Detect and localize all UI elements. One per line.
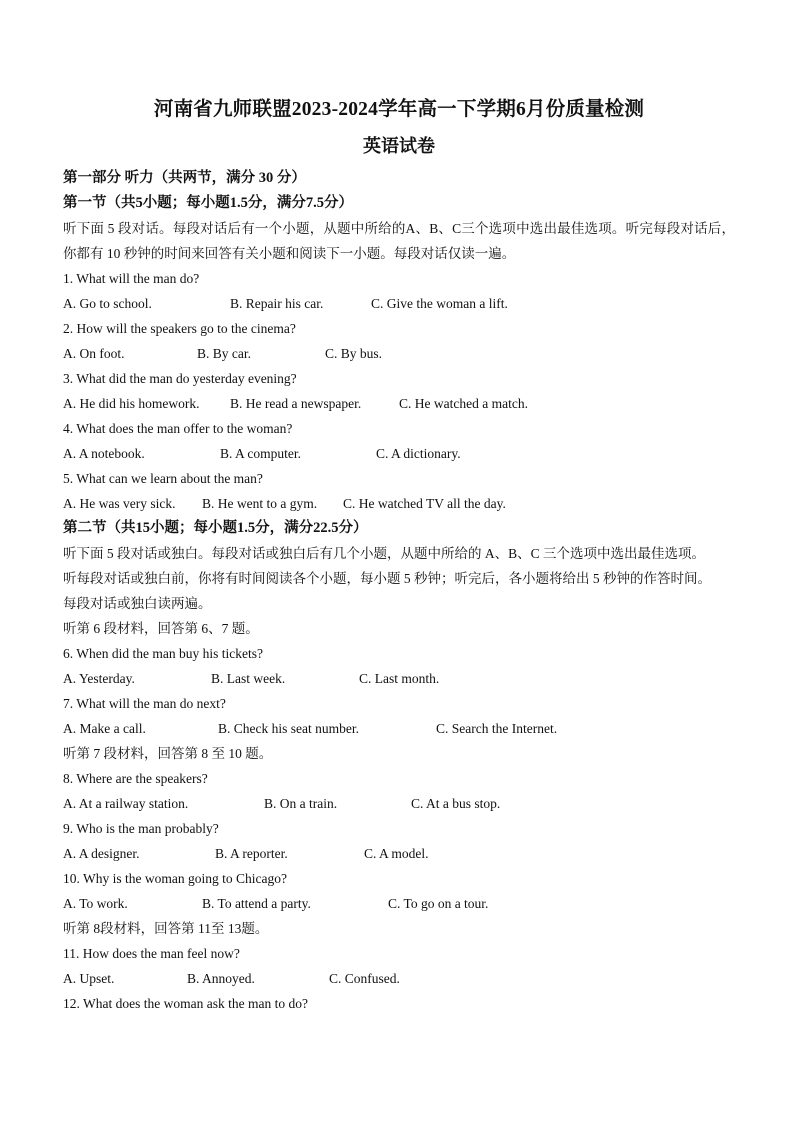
- section2-instruction-1: 听下面 5 段对话或独白。每段对话或独白后有几个小题，从题中所给的 A、B、C 三个选项中选出最佳选项。: [63, 546, 706, 561]
- option-5c: C. He watched TV all the day.: [343, 496, 506, 511]
- group-7-heading: 听第 7 段材料，回答第 8 至 10 题。: [63, 746, 273, 761]
- option-10a: A. To work.: [63, 896, 128, 911]
- option-9c: C. A model.: [364, 846, 429, 861]
- part1-heading: 第一部分 听力（共两节，满分 30 分）: [63, 170, 306, 186]
- option-6a: A. Yesterday.: [63, 671, 135, 686]
- question-4: 4. What does the man offer to the woman?: [63, 421, 293, 436]
- option-3c: C. He watched a match.: [399, 396, 528, 411]
- question-11: 11. How does the man feel now?: [63, 946, 240, 961]
- option-1b: B. Repair his car.: [230, 296, 324, 311]
- option-10c: C. To go on a tour.: [388, 896, 489, 911]
- option-6b: B. Last week.: [211, 671, 286, 686]
- options-10: [63, 891, 735, 916]
- question-10: 10. Why is the woman going to Chicago?: [63, 871, 287, 886]
- question-2: 2. How will the speakers go to the cinema?: [63, 321, 296, 336]
- options-6: [63, 666, 735, 691]
- question-1: 1. What will the man do?: [63, 271, 200, 286]
- question-6: 6. When did the man buy his tickets?: [63, 646, 263, 661]
- option-10b: B. To attend a party.: [202, 896, 311, 911]
- options-8: [63, 791, 735, 816]
- option-8b: B. On a train.: [264, 796, 338, 811]
- question-5: 5. What can we learn about the man?: [63, 471, 263, 486]
- option-3a: A. He did his homework.: [63, 396, 200, 411]
- option-1c: C. Give the woman a lift.: [371, 296, 508, 311]
- option-8c: C. At a bus stop.: [411, 796, 501, 811]
- options-11: [63, 966, 735, 991]
- option-6c: C. Last month.: [359, 671, 440, 686]
- question-7: 7. What will the man do next?: [63, 696, 226, 711]
- section2-heading: 第二节（共15小题；每小题1.5分，满分22.5分）: [63, 520, 368, 536]
- exam-subtitle: 英语试卷: [363, 136, 435, 156]
- question-8: 8. Where are the speakers?: [63, 771, 208, 786]
- option-9a: A. A designer.: [63, 846, 140, 861]
- option-8a: A. At a railway station.: [63, 796, 189, 811]
- option-7b: B. Check his seat number.: [218, 721, 359, 736]
- option-2b: B. By car.: [197, 346, 251, 361]
- option-7a: A. Make a call.: [63, 721, 146, 736]
- option-2a: A. On foot.: [63, 346, 125, 361]
- options-1: [63, 291, 735, 316]
- options-4: [63, 441, 735, 466]
- question-9: 9. Who is the man probably?: [63, 821, 219, 836]
- option-1a: A. Go to school.: [63, 296, 152, 311]
- exam-title: 河南省九师联盟2023-2024学年高一下学期6月份质量检测: [153, 99, 645, 120]
- section1-heading: 第一节（共5小题；每小题1.5分，满分7.5分）: [63, 195, 353, 211]
- options-3: [63, 391, 735, 416]
- option-5a: A. He was very sick.: [63, 496, 176, 511]
- options-9: [63, 841, 735, 866]
- exam-page: [63, 92, 735, 1016]
- question-3: 3. What did the man do yesterday evening?: [63, 371, 297, 386]
- option-4c: C. A dictionary.: [376, 446, 461, 461]
- options-2: [63, 341, 735, 366]
- option-4a: A. A notebook.: [63, 446, 145, 461]
- section2-instruction-3: 每段对话或独白读两遍。: [63, 596, 212, 611]
- option-3b: B. He read a newspaper.: [230, 396, 362, 411]
- option-11c: C. Confused.: [329, 971, 400, 986]
- question-12: 12. What does the woman ask the man to do?: [63, 996, 308, 1011]
- section1-instruction: 听下面 5 段对话。每段对话后有一个小题，从题中所给的A、B、C三个选项中选出最佳选项。听完每段对话后，你都有 10 秒钟的时间来回答有关小题和阅读下一小题。每段对话仅读一遍。: [63, 221, 735, 261]
- options-7: [63, 716, 735, 741]
- option-4b: B. A computer.: [220, 446, 301, 461]
- group-8-heading: 听第 8段材料，回答第 11至 13题。: [63, 921, 269, 936]
- option-2c: C. By bus.: [325, 346, 383, 361]
- option-11b: B. Annoyed.: [187, 971, 255, 986]
- group-6-heading: 听第 6 段材料，回答第 6、7 题。: [63, 621, 259, 636]
- options-5: [63, 491, 735, 516]
- option-11a: A. Upset.: [63, 971, 115, 986]
- option-5b: B. He went to a gym.: [202, 496, 318, 511]
- section2-instruction-2: 听每段对话或独白前，你将有时间阅读各个小题，每小题 5 秒钟；听完后，各小题将给出 5 秒钟的作答时间。: [63, 571, 711, 586]
- option-9b: B. A reporter.: [215, 846, 288, 861]
- option-7c: C. Search the Internet.: [436, 721, 558, 736]
